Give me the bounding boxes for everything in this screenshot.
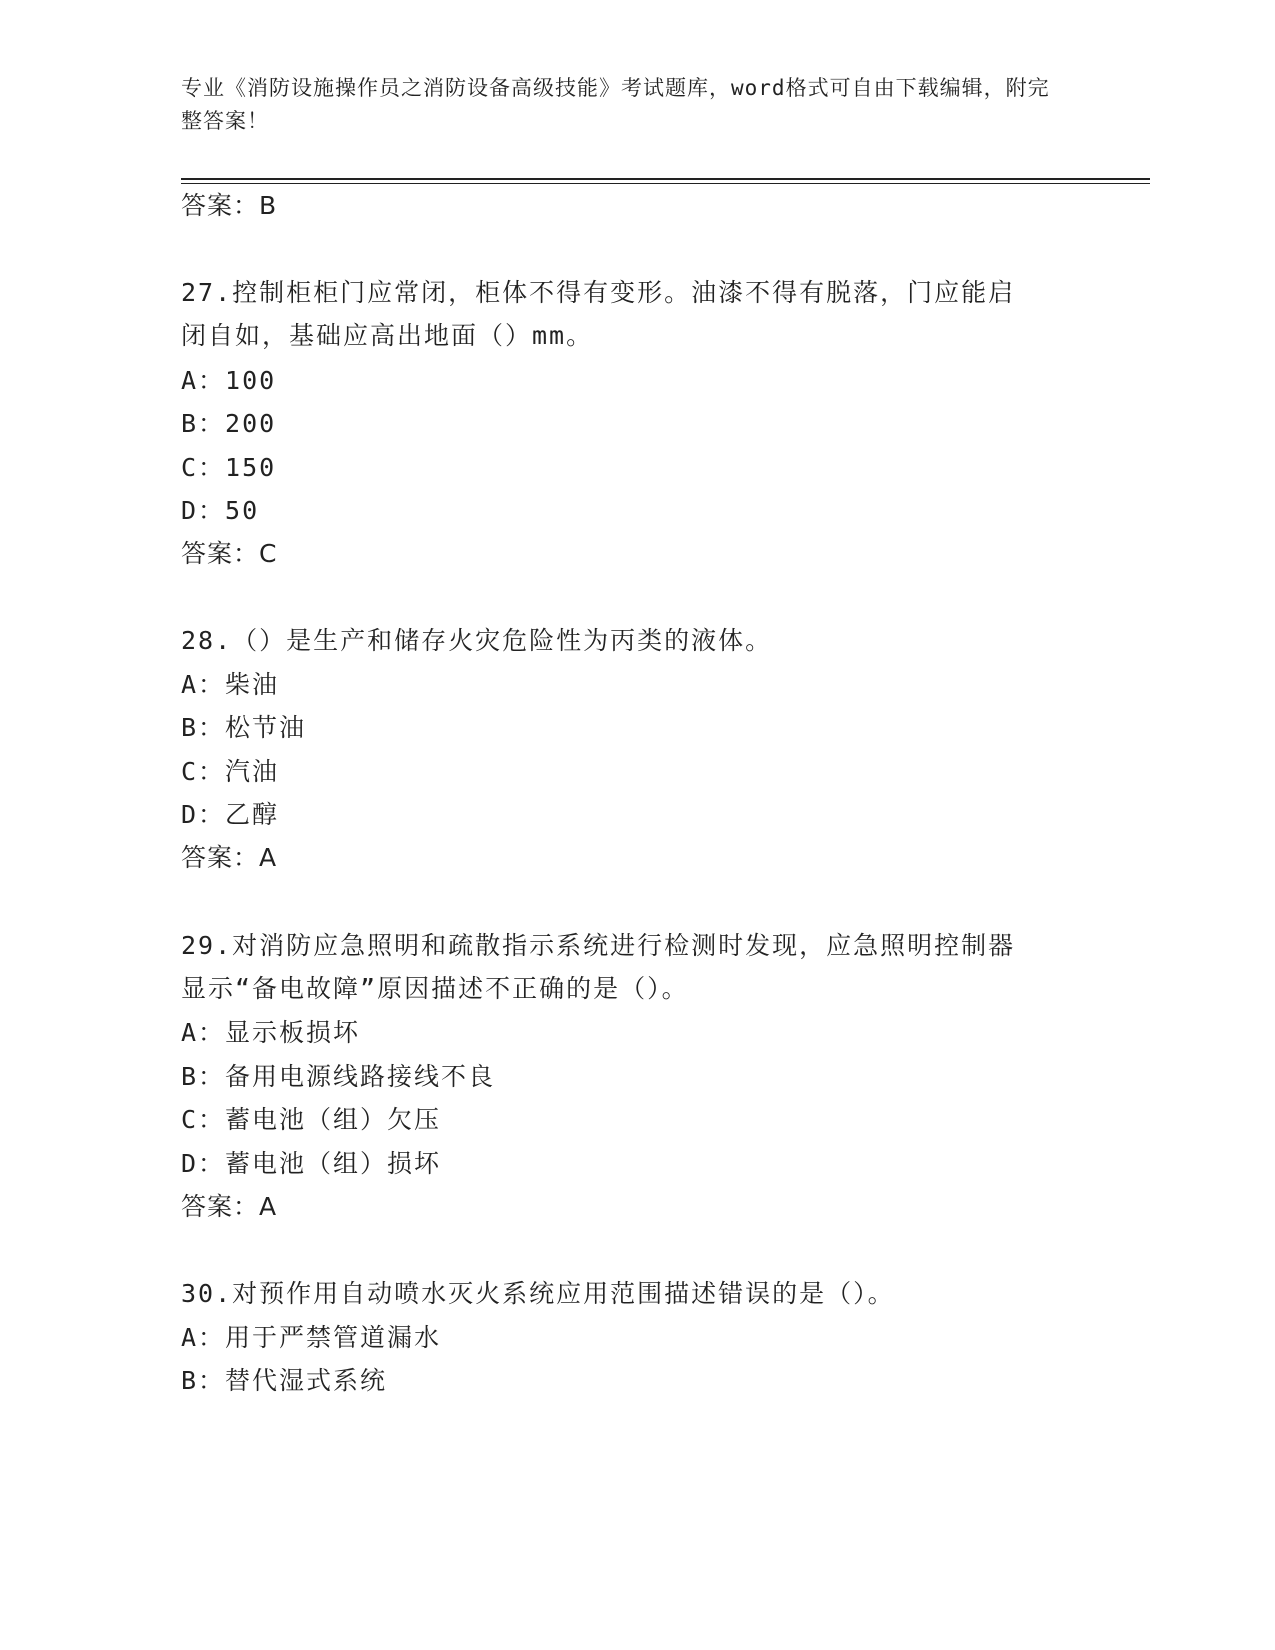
question-30-option-a: A：用于严禁管道漏水 [181,1323,442,1352]
question-29-option-a: A：显示板损坏 [181,1018,361,1047]
question-28-option-b: B：松节油 [181,713,307,742]
question-27-answer: 答案：C [181,539,278,568]
question-29-option-c: C：蓄电池（组）欠压 [181,1105,442,1134]
question-29-option-d: D：蓄电池（组）损坏 [181,1149,442,1178]
question-27-option-d: D：50 [181,496,260,525]
question-28-option-a: A：柴油 [181,670,280,699]
document-header: 专业《消防设施操作员之消防设备高级技能》考试题库，word格式可自由下载编辑，附完整答案！ [181,76,1050,133]
question-27-text-line-1: 27.控制柜柜门应常闭，柜体不得有变形。油漆不得有脱落，门应能启 [181,278,1016,307]
header-divider [181,178,1150,180]
question-28-option-d: D：乙醇 [181,800,280,829]
question-27-text-line-2: 闭自如，基础应高出地面（）mm。 [181,321,594,350]
question-29-option-b: B：备用电源线路接线不良 [181,1062,496,1091]
header-divider-thin [181,183,1150,184]
question-28-text-line-1: 28.（）是生产和储存火灾危险性为丙类的液体。 [181,626,773,655]
question-27-option-a: A：100 [181,366,277,395]
question-27-option-c: C：150 [181,453,277,482]
question-29-text-line-1: 29.对消防应急照明和疏散指示系统进行检测时发现，应急照明控制器 [181,931,1016,960]
question-27-option-b: B：200 [181,409,277,438]
question-30-option-b: B：替代湿式系统 [181,1366,388,1395]
question-28-answer: 答案：A [181,843,278,872]
question-29-text-line-2: 显示“备电故障”原因描述不正确的是（）。 [181,974,689,1003]
previous-answer: 答案：B [181,191,278,220]
question-28-option-c: C：汽油 [181,757,280,786]
question-29-answer: 答案：A [181,1192,278,1221]
question-30-text-line-1: 30.对预作用自动喷水灭火系统应用范围描述错误的是（）。 [181,1279,895,1308]
